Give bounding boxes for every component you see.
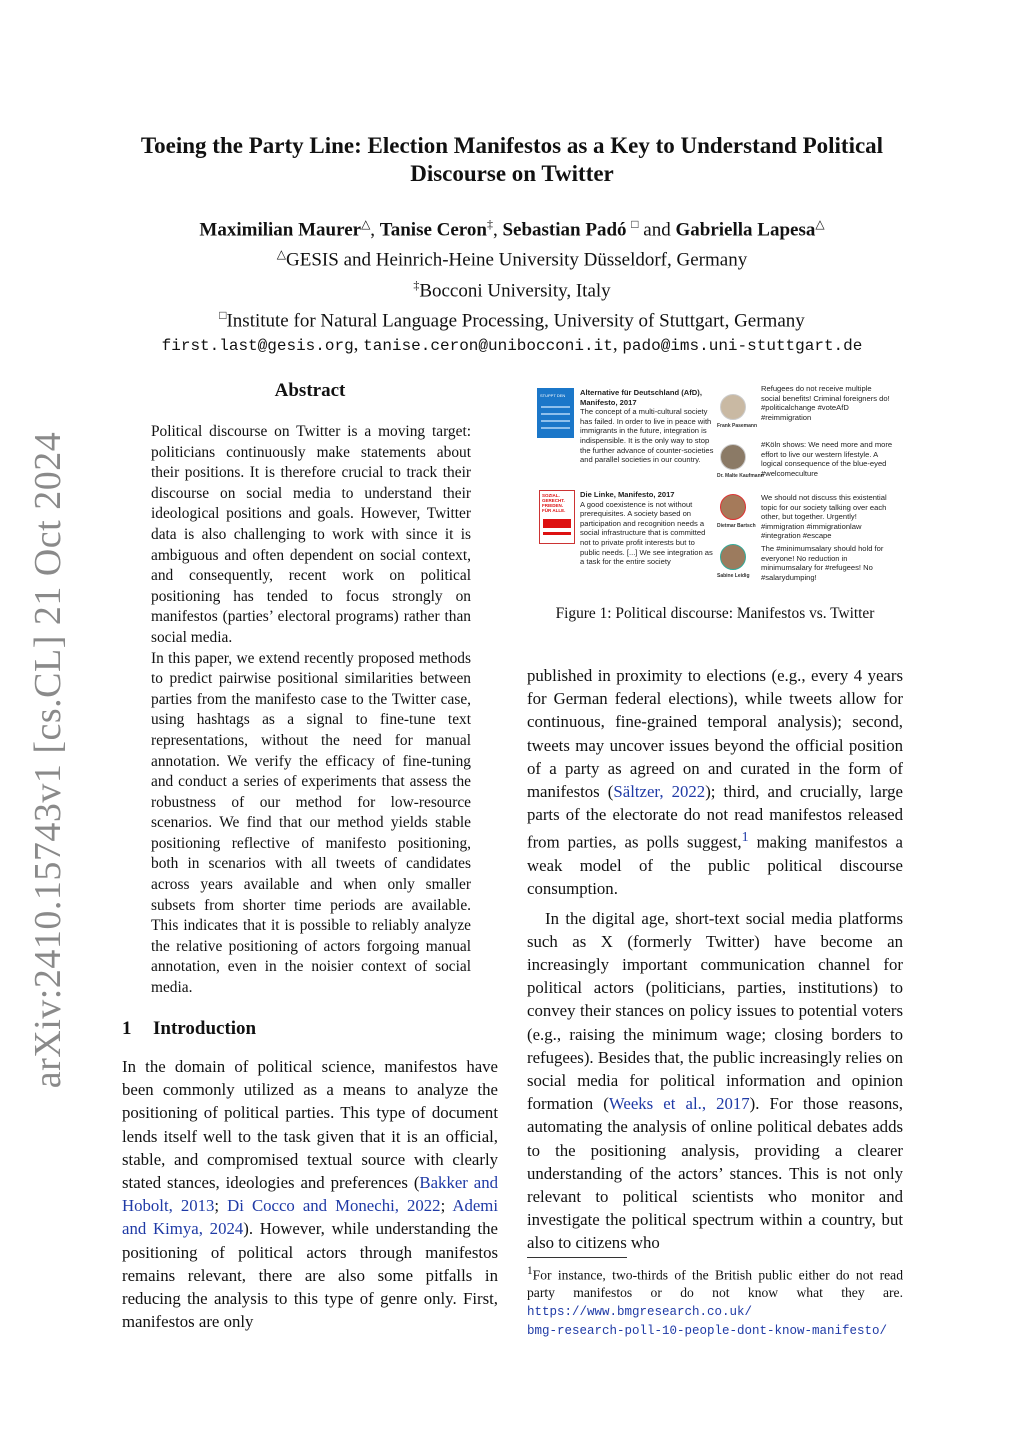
citation-link[interactable]: Di Cocco and Monechi, 2022 [227, 1196, 441, 1216]
author-mark: △ [815, 217, 825, 231]
author-name: Tanise Ceron [379, 219, 487, 241]
section-title: Introduction [153, 1018, 257, 1039]
email[interactable]: tanise.ceron@unibocconi.it [363, 337, 613, 356]
tweet-author: Sabine Leidig [717, 573, 750, 579]
text-run: In the domain of political science, manifestos have been commonly utilized as a means to analyze the positioning of political parties. This type of document lends itself well to the task given that it is an official, stable, and compromised textual source with clearly stated stances, ideologies and preferences ( [122, 1057, 498, 1193]
text-run: ); third, and crucially, large parts of the electorate do not read manifestos released from parties, as polls suggest, [527, 782, 903, 853]
linke-manifesto-text: A good coexistence is not without prerequisites. A society based on participation and recognition needs a social infrastructure that is committed not to private profit interests but to public needs. [...] We see integration as a task for the entire society [580, 499, 713, 567]
footnote-text: For instance, two-thirds of the British public either do not read party manifestos or do not know what they are. [527, 1267, 903, 1301]
arxiv-stamp [18, 431, 78, 1089]
citation-author: Ademi and Kimya [122, 1196, 499, 1239]
intro-left-column [122, 1055, 498, 1333]
affiliation-mark: ‡ [413, 277, 420, 292]
intro-paragraph [527, 907, 903, 1255]
citation-author: Di Cocco and Monechi [227, 1196, 395, 1216]
author-block [100, 212, 924, 358]
author-name: Sebastian Padó [502, 219, 627, 241]
abstract-paragraph: Political discourse on Twitter is a moving target: politicians continuously make statements about their positions. It is therefore crucial to track their discourse on social media to understand their ideological positions and goals. However, Twitter data is also challenging to work with since it is ambiguous and often dependent on social context, and consequently, recent work on political positioning has tended to focus strongly on manifestos (parties’ electoral programs) rather than social media. [151, 423, 471, 646]
arxiv-id: arXiv:2410.15743v1 [cs.CL] 21 Oct 2024 [27, 431, 69, 1089]
author-mark: △ [361, 217, 371, 231]
footnote-marker[interactable]: 1 [741, 830, 749, 846]
affiliation [100, 303, 924, 333]
tweet-author: Dr. Malte Kaufmann [717, 473, 764, 479]
figure-caption: Figure 1: Political discourse: Manifestos vs. Twitter [555, 605, 875, 622]
paper-title: Toeing the Party Line: Election Manifestos as a Key to Understand Political Discourse on Twitter [140, 133, 884, 186]
citation-year: 2017 [716, 1094, 750, 1114]
affiliation-text: Bocconi University, Italy [419, 279, 611, 301]
tweet-text: We should not discuss this existential topic for our society talking over each other, but together. Urgently! #immigration #immigrationlaw #integration #escape [761, 493, 887, 541]
email-line: first.last@gesis.org, tanise.ceron@unibocconi.it, pado@ims.uni-stuttgart.de [161, 334, 863, 356]
author-name: Gabriella Lapesa [675, 219, 816, 241]
avatar [720, 394, 746, 420]
citation-year: 2024 [209, 1219, 244, 1239]
footnote-number: 1 [527, 1265, 533, 1277]
afd-manifesto-text: The concept of a multi-cultural society has failed. In order to live in peace with immigrants in the future, integration is indispensible. It is the only way to stop the further advance of counter-societies and parallel societies in our country. [580, 407, 714, 465]
text-run: In the digital age, short-text social media platforms such as X (formerly Twitter) have become an increasingly important communication channel for political actors (politicians, parties, institutions) to convey their stances on policy issues to potential voters (e.g., raising the minimum wage; closing borders to refugees). Besides that, the public increasingly relies on social media for political information and opinion formation ( [527, 908, 903, 1114]
citation-link[interactable]: Ademi and Kimya, 2024 [122, 1196, 499, 1239]
citation-author: Sältzer [613, 782, 660, 802]
avatar [720, 544, 746, 570]
email[interactable]: first.last@gesis.org [161, 337, 354, 356]
affiliation-text: GESIS and Heinrich-Heine University Düsseldorf, Germany [286, 249, 748, 271]
abstract-body [151, 422, 471, 999]
citation-link[interactable]: Bakker and Hobolt, 2013 [122, 1173, 498, 1216]
afd-manifesto-title: Alternative für Deutschland (AfD), Manifesto, 2017 [580, 388, 702, 407]
figure-1 [537, 384, 893, 586]
footnote [527, 1263, 903, 1341]
tweet-author: Dietmar Bartsch [717, 523, 756, 529]
intro-right-column [527, 664, 903, 1255]
affiliation-text: Institute for Natural Language Processing, University of Stuttgart, Germany [226, 310, 805, 332]
afd-manifesto-thumbnail [537, 388, 574, 438]
footnote-rule [527, 1257, 627, 1258]
footnote-url[interactable]: bmg-research-poll-10-people-dont-know-manifesto/ [527, 1324, 888, 1339]
affiliation [100, 242, 924, 272]
text-run: making manifestos a weak model of the public political discourse consumption. [527, 833, 903, 899]
intro-paragraph [527, 664, 903, 901]
tweet-text: Refugees do not receive multiple social benefits! Criminal foreigners do! #politicalchange #voteAfD #reimmigration [761, 384, 890, 422]
citation-year: 2022 [671, 782, 706, 802]
affiliation-mark: △ [276, 247, 287, 262]
linke-manifesto-thumbnail [539, 490, 575, 544]
intro-paragraph: In the domain of political science, manifestos have been commonly utilized as a means to analyze the positioning of political parties. This type of document lends itself well to the task given that it is an official, stable, and compromised textual source with clearly stated stances, ideologies and preferences (Bakker and Hobolt, 2013; Di Cocco and Monechi, 2022; Ademi and Kimya, 2024). However, while understanding the positioning of political actors through manifestos remains relevant, there are also some pitfalls in reducing the analysis to this type of genre only. First, manifestos are only [122, 1057, 499, 1332]
abstract-paragraph: In this paper, we extend recently proposed methods to predict pairwise positional similarities between parties from the manifesto case to the Twitter case, using hashtags as a signal to fine-tune text representations, without the need for manual annotation. We verify the efficacy of fine-tuning and conduct a series of experiments that assess the robustness of our method for low-resource scenarios. We find that our method yields stable positioning reflective of manifesto positioning, both in scenarios with all tweets of candidates across years available and when only smaller subsets from shorter time periods are available. This indicates that it is possible to reliably analyze the relative positioning of actors forgoing manual annotation, even in the noisier context of social media. [151, 649, 471, 997]
citation-author: Bakker and Hobolt [122, 1173, 498, 1216]
citation-year: 2022 [407, 1196, 441, 1216]
tweet-text: The #minimumsalary should hold for everyone! No reduction in minimumsalary for #refugees! No #salarydumping! [761, 544, 884, 582]
section-number: 1 [122, 1018, 132, 1039]
tweet-text: #Köln shows: We need more and more effort to live our western lifestyle. A logical consequence of the blue-eyed #welcomeculture [761, 440, 893, 478]
footnote-url[interactable]: https://www.bmgresearch.co.uk/ [527, 1304, 753, 1319]
citation-year: 2013 [180, 1196, 215, 1216]
citation-author: Weeks et al. [608, 1094, 702, 1114]
tweet-author: Frank Pasemann [717, 423, 758, 429]
text-run: ). However, while understanding the positioning of political actors through manifestos remains relevant, there are also some pitfalls in reducing the analysis to this type of genre only. First, manifestos are only [122, 1219, 499, 1332]
afd-manifesto-excerpt [580, 388, 714, 465]
afd-thumb-label: STUPPT DEN [540, 393, 566, 398]
affiliation [100, 273, 924, 303]
author-name: Maximilian Maurer [199, 219, 362, 241]
text-run: published in proximity to elections (e.g., every 4 years for German federal elections), while tweets allow for continuous, fine-grained temporal analysis); second, tweets may uncover issues beyond the official position of a party as agreed on and curated in the form of manifestos ( [527, 666, 903, 802]
section-heading [122, 1018, 256, 1040]
avatar [720, 494, 746, 520]
affiliation-mark: □ [219, 307, 227, 322]
author-line: Maximilian Maurer△, Tanise Ceron‡, Sebastian Padó □ and Gabriella Lapesa△ [199, 217, 825, 241]
avatar [720, 444, 746, 470]
linke-manifesto-excerpt [580, 490, 714, 567]
citation-link[interactable]: Sältzer, 2022 [613, 782, 706, 802]
text-run: ). For those reasons, automating the analysis of online political debates adds to the positioning analysis, providing a clearer understanding of the actors’ stances. This is not only relevant to political scientists who monitor and investigate the political spectrum within a country, but also to citizens who [527, 1094, 904, 1253]
linke-manifesto-title: Die Linke, Manifesto, 2017 [580, 490, 675, 499]
email[interactable]: pado@ims.uni-stuttgart.de [622, 337, 863, 356]
abstract-heading: Abstract [274, 380, 346, 401]
citation-link[interactable]: Weeks et al., 2017 [608, 1094, 750, 1114]
author-mark: ‡ [486, 217, 493, 231]
author-mark: □ [631, 217, 639, 231]
linke-thumb-label: SOZIAL. GERECHT. FRIEDEN. FÜR ALLE. [542, 493, 566, 513]
